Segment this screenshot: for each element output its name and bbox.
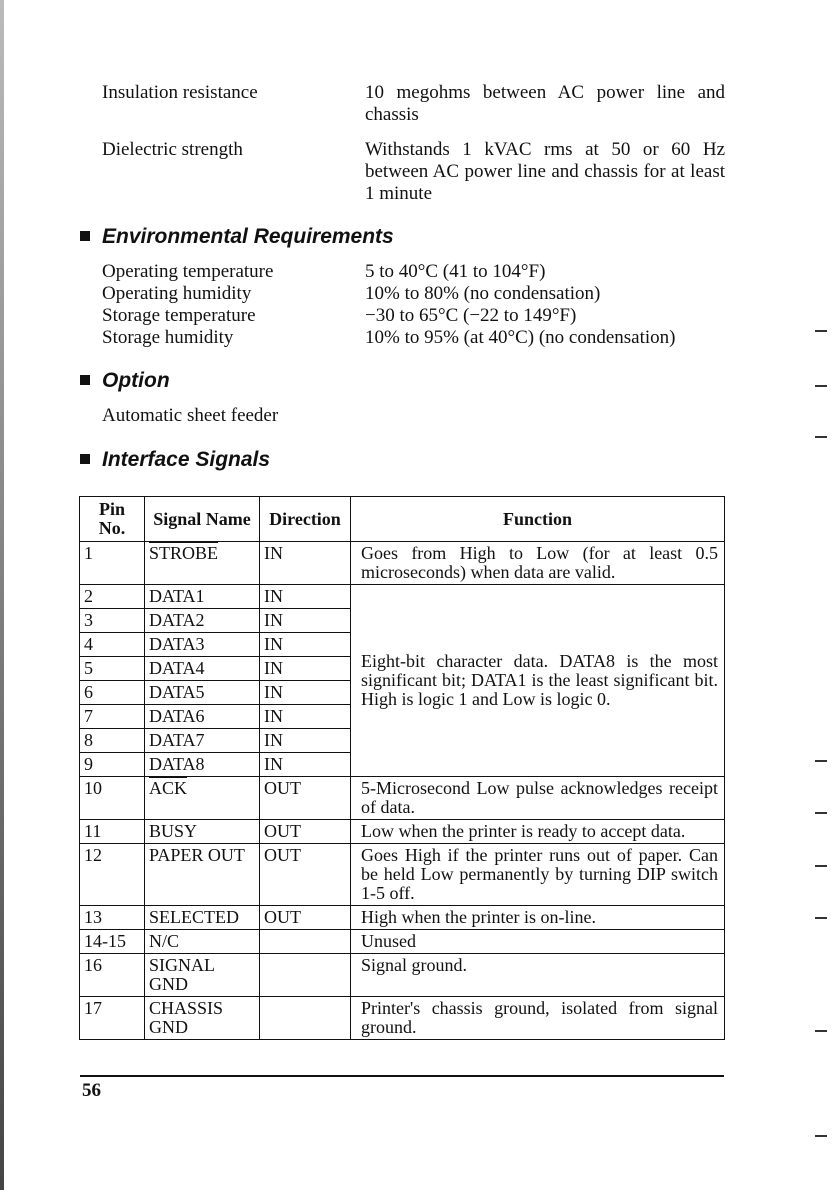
direction: OUT	[260, 844, 351, 906]
pin: 16	[80, 954, 145, 997]
function: Goes from High to Low (for at least 0.5 microseconds) when data are valid.	[351, 542, 725, 585]
signal: $\overline{ACK}$	[145, 777, 260, 820]
pin: 5	[80, 657, 145, 681]
table-row	[80, 777, 725, 820]
table-row	[80, 906, 725, 930]
pin: 1	[80, 542, 145, 585]
header-function: Function	[351, 497, 725, 542]
direction: IN	[260, 657, 351, 681]
env-label: Storage temperature	[102, 305, 256, 326]
pin: 3	[80, 609, 145, 633]
env-value: −30 to 65°C (−22 to 149°F)	[365, 305, 577, 326]
interface-heading: Interface Signals	[80, 448, 270, 472]
signal: DATA8	[145, 753, 260, 777]
env-label: Storage humidity	[102, 327, 234, 348]
direction: IN	[260, 542, 351, 585]
pin: 6	[80, 681, 145, 705]
spec-value-dielectric: Withstands 1 kVAC rms at 50 or 60 Hz between AC power line and chassis for at least 1 minute	[365, 139, 725, 204]
function: High when the printer is on-line.	[351, 906, 725, 930]
margin-mark	[815, 385, 827, 387]
margin-mark	[815, 865, 827, 867]
signal: DATA2	[145, 609, 260, 633]
env-value: 10% to 80% (no condensation)	[365, 283, 601, 304]
pin: 8	[80, 729, 145, 753]
margin-mark	[815, 1135, 827, 1137]
table-row	[80, 930, 725, 954]
direction: IN	[260, 681, 351, 705]
signal: SIGNAL GND	[145, 954, 260, 997]
direction: IN	[260, 705, 351, 729]
pin: 10	[80, 777, 145, 820]
interface-signals-table	[79, 496, 725, 1040]
margin-mark	[815, 760, 827, 762]
header-direction: Direction	[260, 497, 351, 542]
pin: 9	[80, 753, 145, 777]
pin: 11	[80, 820, 145, 844]
function: Low when the printer is ready to accept data.	[351, 820, 725, 844]
pin: 2	[80, 585, 145, 609]
direction: OUT	[260, 777, 351, 820]
signal: CHASSIS GND	[145, 997, 260, 1040]
pin: 7	[80, 705, 145, 729]
bullet-icon	[80, 375, 90, 385]
footer-rule	[80, 1075, 724, 1077]
margin-mark	[815, 917, 827, 919]
table-row	[80, 585, 725, 609]
env-label: Operating temperature	[102, 261, 274, 282]
bullet-icon	[80, 231, 90, 241]
pin: 12	[80, 844, 145, 906]
pin: 17	[80, 997, 145, 1040]
direction	[260, 930, 351, 954]
direction: IN	[260, 729, 351, 753]
signal: DATA7	[145, 729, 260, 753]
spec-label-dielectric: Dielectric strength	[102, 139, 243, 160]
signal: STROBE	[145, 542, 260, 585]
spec-value-insulation: 10 megohms between AC power line and chassis	[365, 82, 725, 125]
signal: DATA6	[145, 705, 260, 729]
signal: BUSY	[145, 820, 260, 844]
page-number: 56	[82, 1080, 101, 1101]
margin-mark	[815, 330, 827, 332]
pin: 14-15	[80, 930, 145, 954]
signal: SELECTED	[145, 906, 260, 930]
table-row	[80, 542, 725, 585]
table-row	[80, 844, 725, 906]
direction: IN	[260, 609, 351, 633]
table-header-row	[80, 497, 725, 542]
direction: OUT	[260, 906, 351, 930]
data-function: Eight-bit character data. DATA8 is the most significant bit; DATA1 is the least significant bit. High is logic 1 and Low is logic 0.	[351, 585, 725, 777]
table-row	[80, 997, 725, 1040]
direction	[260, 997, 351, 1040]
function: Goes High if the printer runs out of paper. Can be held Low permanently by turning DIP switch 1-5 off.	[351, 844, 725, 906]
signal: PAPER OUT	[145, 844, 260, 906]
margin-mark	[815, 812, 827, 814]
header-signal: Signal Name	[145, 497, 260, 542]
env-value: 10% to 95% (at 40°C) (no condensation)	[365, 327, 676, 348]
option-heading: Option	[80, 369, 170, 393]
table-row	[80, 820, 725, 844]
bullet-icon	[80, 454, 90, 464]
scan-edge	[0, 0, 4, 1190]
signal: DATA5	[145, 681, 260, 705]
header-pin: Pin No.	[80, 497, 145, 542]
environmental-heading: Environmental Requirements	[80, 225, 394, 249]
signal: DATA4	[145, 657, 260, 681]
table-row	[80, 954, 725, 997]
direction: IN	[260, 633, 351, 657]
function: Printer's chassis ground, isolated from signal ground.	[351, 997, 725, 1040]
margin-mark	[815, 1030, 827, 1032]
signal: N/C	[145, 930, 260, 954]
direction: IN	[260, 753, 351, 777]
option-text: Automatic sheet feeder	[102, 405, 279, 426]
signal: DATA1	[145, 585, 260, 609]
spec-label-insulation: Insulation resistance	[102, 82, 258, 103]
pin: 4	[80, 633, 145, 657]
direction	[260, 954, 351, 997]
pin: 13	[80, 906, 145, 930]
function: Signal ground.	[351, 954, 725, 997]
function: 5-Microsecond Low pulse acknowledges receipt of data.	[351, 777, 725, 820]
direction: IN	[260, 585, 351, 609]
signal: DATA3	[145, 633, 260, 657]
direction: OUT	[260, 820, 351, 844]
function: Unused	[351, 930, 725, 954]
env-value: 5 to 40°C (41 to 104°F)	[365, 261, 546, 282]
env-label: Operating humidity	[102, 283, 252, 304]
margin-mark	[815, 436, 827, 438]
